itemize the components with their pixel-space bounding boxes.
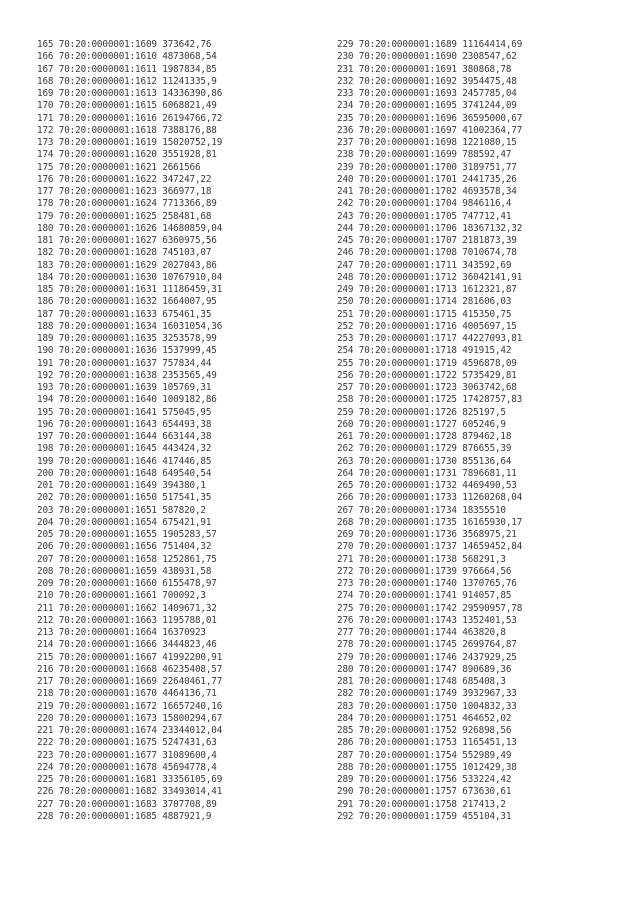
list-item: 238 70:20:0000001:1699 788592,47 [337,149,512,161]
list-item: 287 70:20:0000001:1754 552989,49 [337,749,512,761]
list-item: 177 70:20:0000001:1623 366977,18 [37,186,212,197]
list-item: 272 70:20:0000001:1739 976664,56 [337,565,512,577]
list-item: 239 70:20:0000001:1700 3189751,77 [337,161,517,173]
list-item: 212 70:20:0000001:1663 1195788,01 [37,614,217,626]
list-item: 246 70:20:0000001:1708 7010674,78 [337,247,517,259]
list-item: 264 70:20:0000001:1731 7896681,11 [337,467,517,479]
list-item: 209 70:20:0000001:1660 6155478,97 [37,578,217,589]
list-item: 284 70:20:0000001:1751 464652,02 [337,712,512,724]
list-item: 219 70:20:0000001:1672 16657240,16 [37,700,223,712]
list-item: 204 70:20:0000001:1654 675421,91 [37,516,212,528]
list-item: 273 70:20:0000001:1740 1370765,76 [337,578,517,589]
list-item: 263 70:20:0000001:1730 855136,64 [337,455,512,467]
list-item: 257 70:20:0000001:1723 3063742,68 [337,382,517,393]
list-item: 202 70:20:0000001:1650 517541,35 [37,492,212,504]
list-item: 208 70:20:0000001:1659 438931,58 [37,565,212,577]
list-item: 249 70:20:0000001:1713 1612321,87 [337,284,517,295]
list-item: 220 70:20:0000001:1673 15800294,67 [37,712,223,724]
list-item: 172 70:20:0000001:1618 7388176,88 [37,124,217,136]
list-item: 224 70:20:0000001:1678 45694778,4 [37,761,217,773]
list-item: 201 70:20:0000001:1649 394380,1 [37,480,206,491]
list-item: 234 70:20:0000001:1695 3741244,09 [337,100,517,112]
list-item: 291 70:20:0000001:1758 217413,2 [337,798,506,810]
list-item: 278 70:20:0000001:1745 2699764,87 [337,639,517,651]
list-item: 261 70:20:0000001:1728 879462,18 [337,431,512,442]
list-item: 244 70:20:0000001:1706 18367132,32 [337,222,523,234]
list-item: 206 70:20:0000001:1656 751404,32 [37,541,212,553]
list-item: 256 70:20:0000001:1722 5735429,81 [337,369,517,381]
list-item: 198 70:20:0000001:1645 443424,32 [37,443,212,455]
list-item: 275 70:20:0000001:1742 29590957,78 [337,602,523,614]
list-item: 203 70:20:0000001:1651 587820,2 [37,504,206,516]
list-item: 189 70:20:0000001:1635 3253578,99 [37,333,217,344]
list-item: 248 70:20:0000001:1712 36042141,91 [337,271,523,283]
list-item: 237 70:20:0000001:1698 1221080,15 [337,137,517,148]
list-item: 290 70:20:0000001:1757 673630,61 [337,786,512,798]
list-item: 252 70:20:0000001:1716 4005697,15 [337,320,517,332]
list-item: 242 70:20:0000001:1704 9846116,4 [337,198,512,210]
list-item: 250 70:20:0000001:1714 281606,03 [337,296,512,308]
list-item: 195 70:20:0000001:1641 575045,95 [37,406,212,418]
list-item: 218 70:20:0000001:1670 4464136,71 [37,688,217,700]
list-item: 229 70:20:0000001:1689 11164414,69 [337,39,523,50]
list-item: 165 70:20:0000001:1609 373642,76 [37,39,212,50]
list-item: 236 70:20:0000001:1697 41002364,77 [337,124,523,136]
list-item: 215 70:20:0000001:1667 41992200,91 [37,651,223,663]
list-item: 286 70:20:0000001:1753 1165451,13 [337,737,517,749]
list-item: 268 70:20:0000001:1735 16165930,17 [337,516,523,528]
list-item: 226 70:20:0000001:1682 33493014,41 [37,786,223,798]
list-item: 191 70:20:0000001:1637 757834,44 [37,357,212,369]
list-item: 221 70:20:0000001:1674 23344012,04 [37,725,223,736]
list-item: 182 70:20:0000001:1628 745103,07 [37,247,212,259]
list-item: 260 70:20:0000001:1727 605246,9 [337,418,506,430]
list-item: 196 70:20:0000001:1643 654493,38 [37,418,212,430]
list-item: 253 70:20:0000001:1717 44227093,81 [337,333,523,344]
list-item: 213 70:20:0000001:1664 16370923 [37,627,206,638]
list-item: 282 70:20:0000001:1749 3932967,33 [337,688,517,700]
list-item: 270 70:20:0000001:1737 14659452,84 [337,541,523,553]
list-item: 171 70:20:0000001:1616 26194766,72 [37,112,223,124]
list-item: 214 70:20:0000001:1666 3444823,46 [37,639,217,651]
list-item: 199 70:20:0000001:1646 417446,85 [37,455,212,467]
list-item: 186 70:20:0000001:1632 1664007,95 [37,296,217,308]
list-item: 283 70:20:0000001:1750 1004832,33 [337,700,517,712]
list-item: 174 70:20:0000001:1620 3551928,81 [37,149,217,161]
list-item: 217 70:20:0000001:1669 22640461,77 [37,676,223,687]
list-item: 197 70:20:0000001:1644 663144,38 [37,431,212,442]
list-item: 255 70:20:0000001:1719 4596878,09 [337,357,517,369]
list-item: 279 70:20:0000001:1746 2437929,25 [337,651,517,663]
list-item: 267 70:20:0000001:1734 18355510 [337,504,506,516]
list-item: 227 70:20:0000001:1683 3707708,89 [37,798,217,810]
list-item: 240 70:20:0000001:1701 2441735,26 [337,173,517,185]
list-item: 211 70:20:0000001:1662 1409671,32 [37,602,217,614]
list-item: 194 70:20:0000001:1640 1009182,86 [37,394,217,406]
list-item: 235 70:20:0000001:1696 36595000,67 [337,112,523,124]
list-item: 281 70:20:0000001:1748 685408,3 [337,676,506,687]
list-item: 292 70:20:0000001:1759 455104,31 [337,810,512,822]
list-item: 180 70:20:0000001:1626 14680859,04 [37,222,223,234]
list-item: 289 70:20:0000001:1756 533224,42 [337,774,512,785]
list-item: 228 70:20:0000001:1685 4887921,9 [37,810,212,822]
list-item: 178 70:20:0000001:1624 7713366,89 [37,198,217,210]
list-item: 200 70:20:0000001:1648 649540,54 [37,467,212,479]
list-item: 258 70:20:0000001:1725 17428757,83 [337,394,523,406]
list-item: 223 70:20:0000001:1677 31089600,4 [37,749,217,761]
list-item: 231 70:20:0000001:1691 380868,78 [337,63,512,75]
list-item: 184 70:20:0000001:1630 10767910,04 [37,271,223,283]
list-item: 181 70:20:0000001:1627 6360975,56 [37,235,217,246]
list-item: 170 70:20:0000001:1615 6068821,49 [37,100,217,112]
list-item: 190 70:20:0000001:1636 1537999,45 [37,345,217,357]
list-item: 232 70:20:0000001:1692 3954475,48 [337,75,517,87]
list-item: 247 70:20:0000001:1711 343592,69 [337,259,512,271]
list-item: 259 70:20:0000001:1726 825197,5 [337,406,506,418]
list-item: 288 70:20:0000001:1755 1012429,38 [337,761,517,773]
list-item: 245 70:20:0000001:1707 2181873,39 [337,235,517,246]
list-item: 188 70:20:0000001:1634 16031054,36 [37,320,223,332]
right-column-list [337,39,522,823]
list-item: 262 70:20:0000001:1729 876655,39 [337,443,512,455]
list-item: 269 70:20:0000001:1736 3568975,21 [337,529,517,540]
list-item: 266 70:20:0000001:1733 11260268,04 [337,492,523,504]
list-item: 285 70:20:0000001:1752 926898,56 [337,725,512,736]
list-item: 243 70:20:0000001:1705 747712,41 [337,210,512,222]
list-item: 274 70:20:0000001:1741 914057,85 [337,590,512,602]
list-item: 222 70:20:0000001:1675 5247431,63 [37,737,217,749]
list-item: 254 70:20:0000001:1718 491915,42 [337,345,512,357]
list-item: 280 70:20:0000001:1747 890689,36 [337,663,512,675]
list-item: 207 70:20:0000001:1658 1252861,75 [37,553,217,565]
list-item: 173 70:20:0000001:1619 15020752,19 [37,137,223,148]
list-item: 210 70:20:0000001:1661 700092,3 [37,590,206,602]
list-item: 167 70:20:0000001:1611 1987834,85 [37,63,217,75]
list-item: 168 70:20:0000001:1612 11241335,9 [37,75,217,87]
left-column-list [37,39,222,823]
list-item: 276 70:20:0000001:1743 1352401,53 [337,614,517,626]
list-item: 169 70:20:0000001:1613 14336390,86 [37,88,223,99]
list-item: 175 70:20:0000001:1621 2661566 [37,161,201,173]
list-item: 265 70:20:0000001:1732 4469490,53 [337,480,517,491]
list-item: 230 70:20:0000001:1690 2308547,62 [337,51,517,63]
list-item: 193 70:20:0000001:1639 105769,31 [37,382,212,393]
list-item: 166 70:20:0000001:1610 4873068,54 [37,51,217,63]
list-item: 187 70:20:0000001:1633 675461,35 [37,308,212,320]
list-item: 176 70:20:0000001:1622 347247,22 [37,173,212,185]
list-item: 271 70:20:0000001:1738 568291,3 [337,553,506,565]
list-item: 225 70:20:0000001:1681 33356105,69 [37,774,223,785]
list-item: 183 70:20:0000001:1629 2027043,86 [37,259,217,271]
list-item: 233 70:20:0000001:1693 2457785,04 [337,88,517,99]
list-item: 192 70:20:0000001:1638 2353565,49 [37,369,217,381]
list-item: 205 70:20:0000001:1655 1905283,57 [37,529,217,540]
list-item: 179 70:20:0000001:1625 258481,68 [37,210,212,222]
list-item: 216 70:20:0000001:1668 46235408,57 [37,663,223,675]
list-item: 241 70:20:0000001:1702 4693578,34 [337,186,517,197]
list-item: 185 70:20:0000001:1631 11186459,31 [37,284,223,295]
list-item: 277 70:20:0000001:1744 463820,8 [337,627,506,638]
list-item: 251 70:20:0000001:1715 415350,75 [337,308,512,320]
